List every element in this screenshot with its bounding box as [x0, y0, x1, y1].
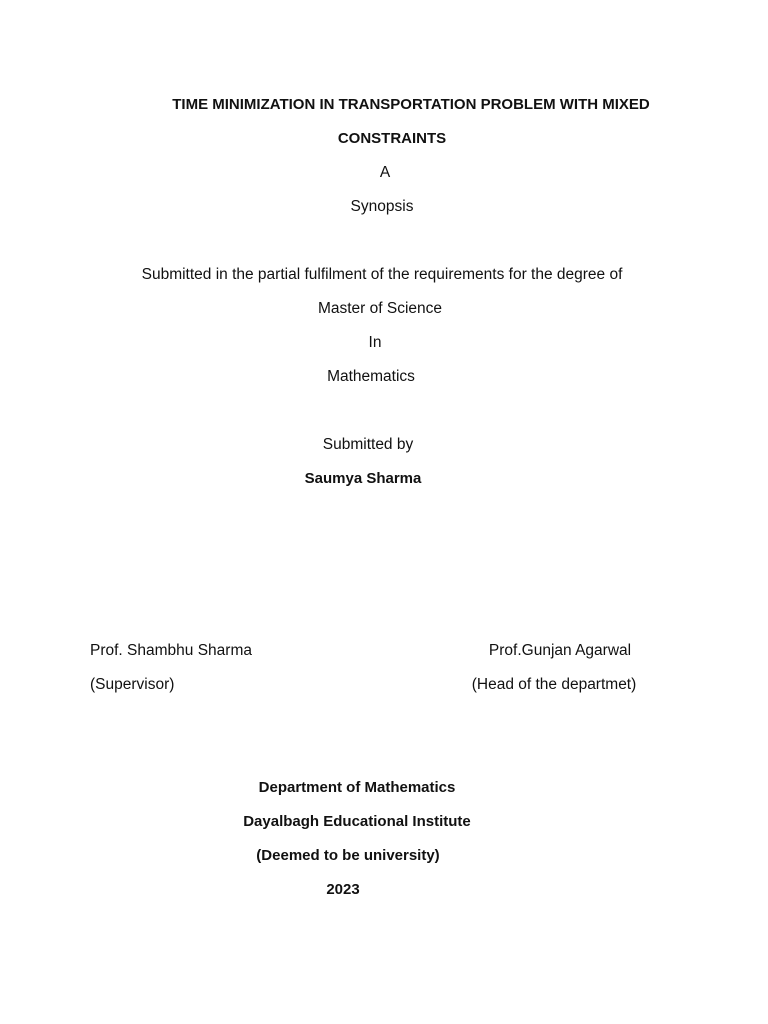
- document-type: Synopsis: [350, 198, 414, 215]
- supervisor-name: Prof. Shambhu Sharma: [90, 642, 252, 659]
- head-role: (Head of the departmet): [471, 676, 637, 693]
- degree-connector: In: [368, 334, 382, 351]
- institute-name: Dayalbagh Educational Institute: [243, 813, 471, 830]
- degree-subject: Mathematics: [327, 368, 415, 385]
- article-text: A: [379, 164, 391, 181]
- institute-status: (Deemed to be university): [256, 847, 440, 864]
- supervisor-role: (Supervisor): [90, 676, 175, 693]
- submission-statement: Submitted in the partial fulfilment of the requirements for the degree of: [141, 266, 623, 283]
- department-name: Department of Mathematics: [258, 779, 456, 796]
- author-name: Saumya Sharma: [304, 470, 422, 487]
- degree-name: Master of Science: [317, 300, 443, 317]
- head-name: Prof.Gunjan Agarwal: [488, 642, 632, 659]
- submitted-by-label: Submitted by: [322, 436, 414, 453]
- title-line-2: CONSTRAINTS: [337, 130, 447, 147]
- title-line-1: TIME MINIMIZATION IN TRANSPORTATION PROBLEM WITH MIXED: [172, 96, 650, 113]
- year: 2023: [326, 881, 360, 898]
